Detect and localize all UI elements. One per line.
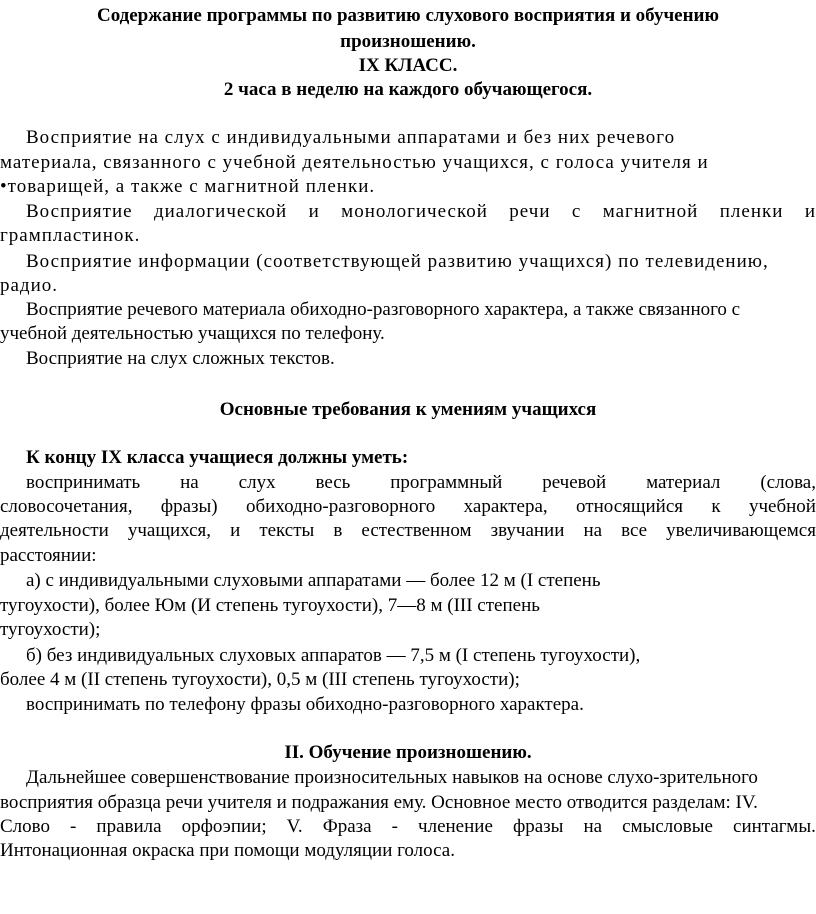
list-item-a: а) с индивидуальными слуховыми аппаратами — более 12 м (I степень [26,570,601,591]
word: на [583,520,603,541]
word: фразы) [160,496,218,517]
word: к [711,496,721,517]
word: характера, [463,496,548,517]
word: словосочетания, [0,496,133,517]
word: звучании [490,520,565,541]
word: и [308,201,320,222]
word: синтагмы. [733,816,816,837]
word: весь [315,472,351,493]
paragraph-line: грампластинок. [0,225,141,246]
word: V. [286,816,303,837]
word: - [391,816,398,837]
word: тексты [259,520,315,541]
word: и [804,201,816,222]
word: материал [646,472,721,493]
word: на [180,472,199,493]
paragraph-line: Интонационная окраска при помощи модуляции голоса. [0,840,455,861]
paragraph-line: Восприятие на слух сложных текстов. [26,348,335,369]
paragraph-line: Восприятие речевого материала обиходно-разговорного характера, а также связанного с [26,299,741,320]
document-title-line-2: произношению. [340,31,476,52]
word: монологической [341,201,488,222]
document-title-line-1: Содержание программы по развитию слухового восприятия и обучению [96,5,720,26]
word: (слова, [760,472,816,493]
word: с [571,201,582,222]
word: слух [238,472,276,493]
list-item-b: б) без индивидуальных слуховых аппаратов — 7,5 м (I степень тугоухости), [26,645,641,666]
paragraph-line: тугоухости); [0,619,101,640]
requirements-subheading: К концу IX класса учащиеся должны уметь: [26,447,409,468]
word: магнитной [602,201,699,222]
section-2-heading: II. Обучение произношению. [284,742,532,763]
grade-heading: IX КЛАСС. [358,55,458,76]
word: относящийся [576,496,684,517]
paragraph-line: Восприятие на слух с индивидуальными аппаратами и без них речевого [26,127,676,148]
word: правила [96,816,162,837]
justified-line [0,495,816,518]
word: естественном [361,520,472,541]
word: учебной [748,496,816,517]
word: членение [418,816,493,837]
paragraph-line: материала, связанного с учебной деятельностью учащихся, с голоса учителя и [0,152,709,173]
word: деятельности [0,520,109,541]
word: речевой [542,472,607,493]
justified-line [0,200,816,223]
word: - [70,816,77,837]
word: все [621,520,648,541]
justified-line [0,471,816,494]
word: программный [390,472,503,493]
paragraph-line: •товарищей, а также с магнитной пленки. [0,176,376,197]
word: смысловые [622,816,713,837]
paragraph-line: радио. [0,275,59,296]
paragraph-line: тугоухости), более Юм (И степень тугоухости), 7—8 м (III степень [0,595,540,616]
paragraph-line: Восприятие информации (соответствующей развитию учащихся) по телевидению, [26,251,769,272]
word: Восприятие [26,201,133,222]
word: диалогической [153,201,288,222]
justified-line [0,815,816,838]
word: обиходно-разговорного [245,496,436,517]
justified-line [0,519,816,542]
word: Слово [0,816,50,837]
word: воспринимать [26,472,141,493]
word: и [230,520,241,541]
word: в [333,520,343,541]
requirements-heading: Основные требования к умениям учащихся [219,399,597,420]
word: орфоэпии; [181,816,267,837]
paragraph-line: более 4 м (II степень тугоухости), 0,5 м (III степень тугоухости); [0,669,520,690]
paragraph-line: учебной деятельностью учащихся по телефону. [0,323,385,344]
hours-heading: 2 часа в неделю на каждого обучающегося. [223,79,593,100]
word: речи [509,201,551,222]
word: фразы [512,816,564,837]
paragraph-line: Дальнейшее совершенствование произносительных навыков на основе слухо-зрительного [26,767,758,788]
paragraph-line: расстоянии: [0,545,97,566]
word: учащихся, [127,520,212,541]
word: пленки [719,201,784,222]
word: на [583,816,603,837]
word: Фраза [322,816,372,837]
paragraph-line: восприятия образца речи учителя и подражания ему. Основное место отводится разделам: IV. [0,792,758,813]
paragraph-line: воспринимать по телефону фразы обиходно-разговорного характера. [26,694,584,715]
word: увеличивающемся [666,520,816,541]
